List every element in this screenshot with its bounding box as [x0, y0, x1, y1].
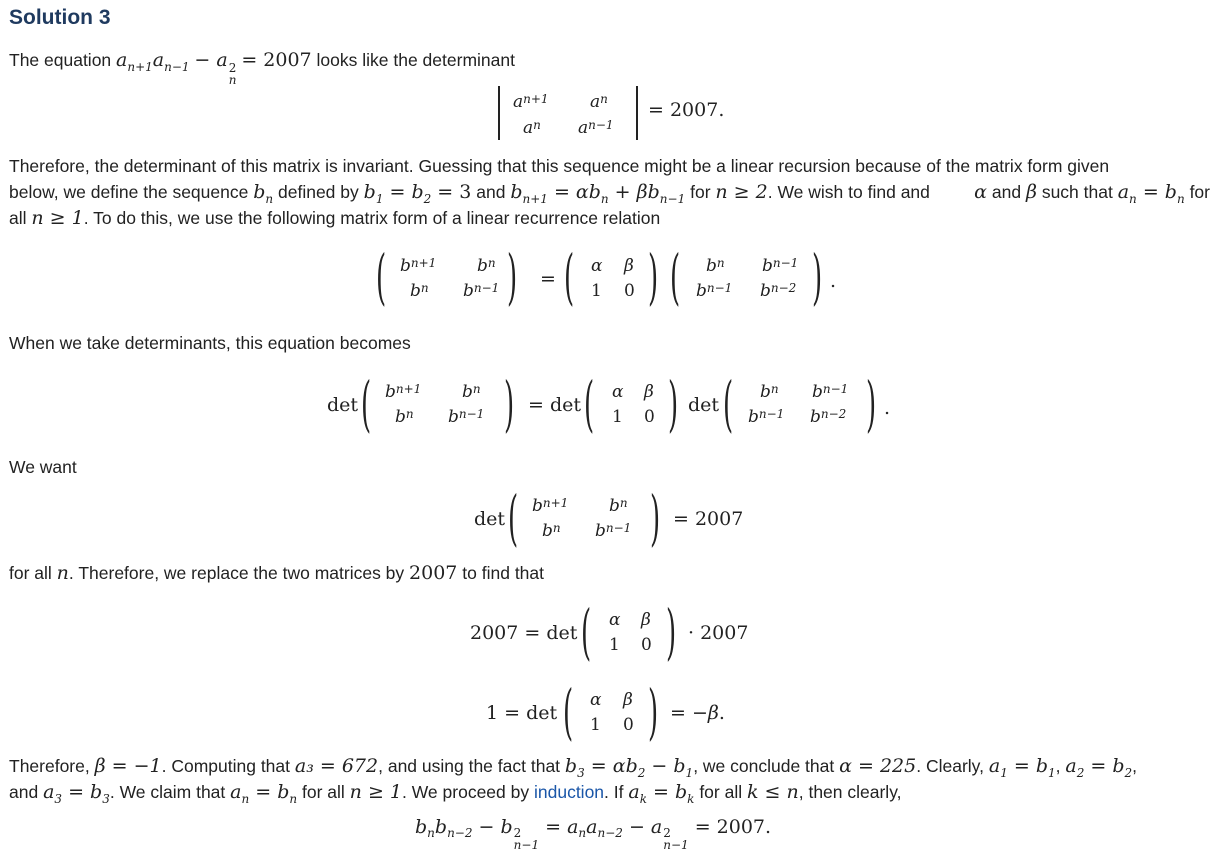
- paragraph-2-line-3: all n ≥ 1. To do this, we use the following matrix form of a linear recurrence relation: [9, 207, 661, 229]
- solution-heading: Solution 3: [9, 6, 111, 29]
- paragraph-2-line-1: Therefore, the determinant of this matrix is invariant. Guessing that this sequence might be a linear recursion because of the matrix form given: [9, 156, 1110, 176]
- paragraph-2-line-2: below, we define the sequence $b_n$ defined by $b_1 = b_2 = 3$ and $b_{n+1} = \alpha b_n + \beta b_{n-1}$ for n ≥ 2. We wish to find and: [9, 181, 930, 206]
- final-equation: $b_nb_{n-2} - b$ 2 n−1 = $a_na_{n-2} - a$ 2 n−1 = 2007.: [415, 816, 772, 852]
- paragraph-4: We want: [9, 457, 77, 477]
- paragraph-5: for all n. Therefore, we replace the two matrices by 2007 to find that: [9, 562, 545, 584]
- induction-link[interactable]: induction: [533, 782, 605, 802]
- paragraph-1: The equation $a_{n+1}a_{n-1} - a$ 2 n = 2007 looks like the determinant: [9, 49, 515, 87]
- paragraph-6: Therefore, β = −1. Computing that a₃ = 672, and using the fact that $b_3 = \alpha b_2 - b_1$, we conclude that α = 225. Clearly, $a_1 = b_1$, $a_2 = b_2$,: [9, 755, 1138, 780]
- paragraph-2-line-2-end: α and β such that $a_n = b_n$ for: [974, 181, 1210, 206]
- paragraph-3: When we take determinants, this equation becomes: [9, 333, 411, 353]
- paragraph-7: and $a_3 = b_3$. We claim that $a_n = b_n$ for all n ≥ 1. We proceed by induction. If $a_k = b_k$ for all k ≤ n, then clearly,: [9, 781, 902, 806]
